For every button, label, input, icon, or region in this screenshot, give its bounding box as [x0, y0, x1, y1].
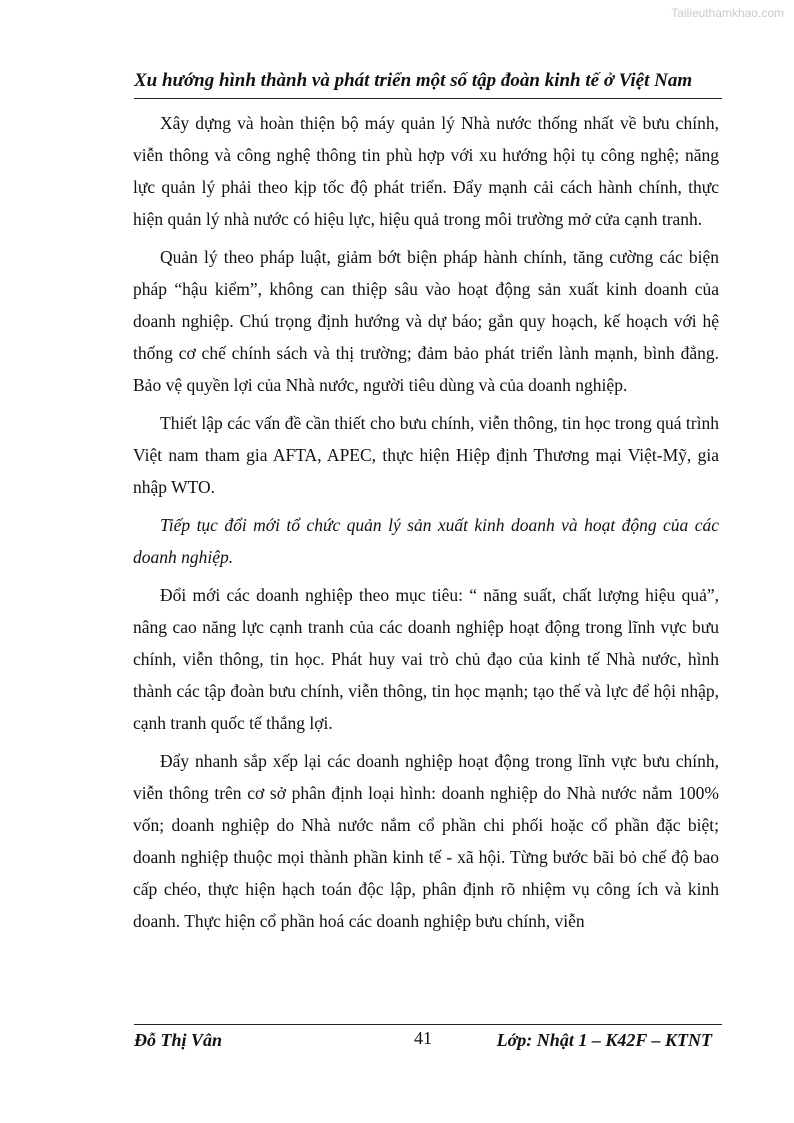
paragraph: Xây dựng và hoàn thiện bộ máy quản lý Nhà nước thống nhất về bưu chính, viễn thông và công nghệ thông tin phù hợp với xu hướng hội tụ công nghệ; năng lực quản lý phải theo kịp tốc độ phát triển. Đẩy mạnh cải cách hành chính, thực hiện quản lý nhà nước có hiệu lực, hiệu quả trong môi trường mở cửa cạnh tranh. — [133, 113, 719, 229]
document-body — [133, 107, 719, 943]
page-number: 41 — [414, 1028, 432, 1048]
paragraph: Đổi mới các doanh nghiệp theo mục tiêu: “ năng suất, chất lượng hiệu quả”, nâng cao năng lực cạnh tranh của các doanh nghiệp hoạt động trong lĩnh vực bưu chính, viễn thông, tin học. Phát huy vai trò chủ đạo của kinh tế Nhà nước, hình thành các tập đoàn bưu chính, viễn thông, tin học mạnh; tạo thế và lực để hội nhập, cạnh tranh quốc tế thắng lợi. — [133, 585, 719, 733]
page-footer — [134, 1028, 722, 1054]
footer-divider — [134, 1024, 722, 1025]
paragraph: Đẩy nhanh sắp xếp lại các doanh nghiệp hoạt động trong lĩnh vực bưu chính, viễn thông trên cơ sở phân định loại hình: doanh nghiệp do Nhà nước nắm 100% vốn; doanh nghiệp do Nhà nước nắm cổ phần chi phối hoặc cổ phần đặc biệt; doanh nghiệp thuộc mọi thành phần kinh tế - xã hội. Từng bước bãi bỏ chế độ bao cấp chéo, thực hiện hạch toán độc lập, phân định rõ nhiệm vụ công ích và kinh doanh. Thực hiện cổ phần hoá các doanh nghiệp bưu chính, viễn — [133, 751, 719, 931]
page-header-title: Xu hướng hình thành và phát triển một số tập đoàn kinh tế ở Việt Nam — [134, 70, 693, 91]
footer-author: Đỗ Thị Vân — [134, 1030, 223, 1050]
watermark: Tailieuthamkhao.com — [671, 6, 784, 20]
paragraph: Thiết lập các vấn đề cần thiết cho bưu chính, viễn thông, tin học trong quá trình Việt nam tham gia AFTA, APEC, thực hiện Hiệp định Thương mại Việt-Mỹ, gia nhập WTO. — [133, 413, 719, 497]
footer-class-info: Lớp: Nhật 1 – K42F – KTNT — [496, 1030, 712, 1050]
section-subheading: Tiếp tục đổi mới tổ chức quản lý sản xuất kinh doanh và hoạt động của các doanh nghiệp. — [133, 515, 719, 567]
header-divider — [134, 98, 722, 99]
paragraph: Quản lý theo pháp luật, giảm bớt biện pháp hành chính, tăng cường các biện pháp “hậu kiểm”, không can thiệp sâu vào hoạt động sản xuất kinh doanh của doanh nghiệp. Chú trọng định hướng và dự báo; gắn quy hoạch, kế hoạch với hệ thống cơ chế chính sách và thị trường; đảm bảo phát triển lành mạnh, bình đẳng. Bảo vệ quyền lợi của Nhà nước, người tiêu dùng và của doanh nghiệp. — [133, 247, 719, 395]
